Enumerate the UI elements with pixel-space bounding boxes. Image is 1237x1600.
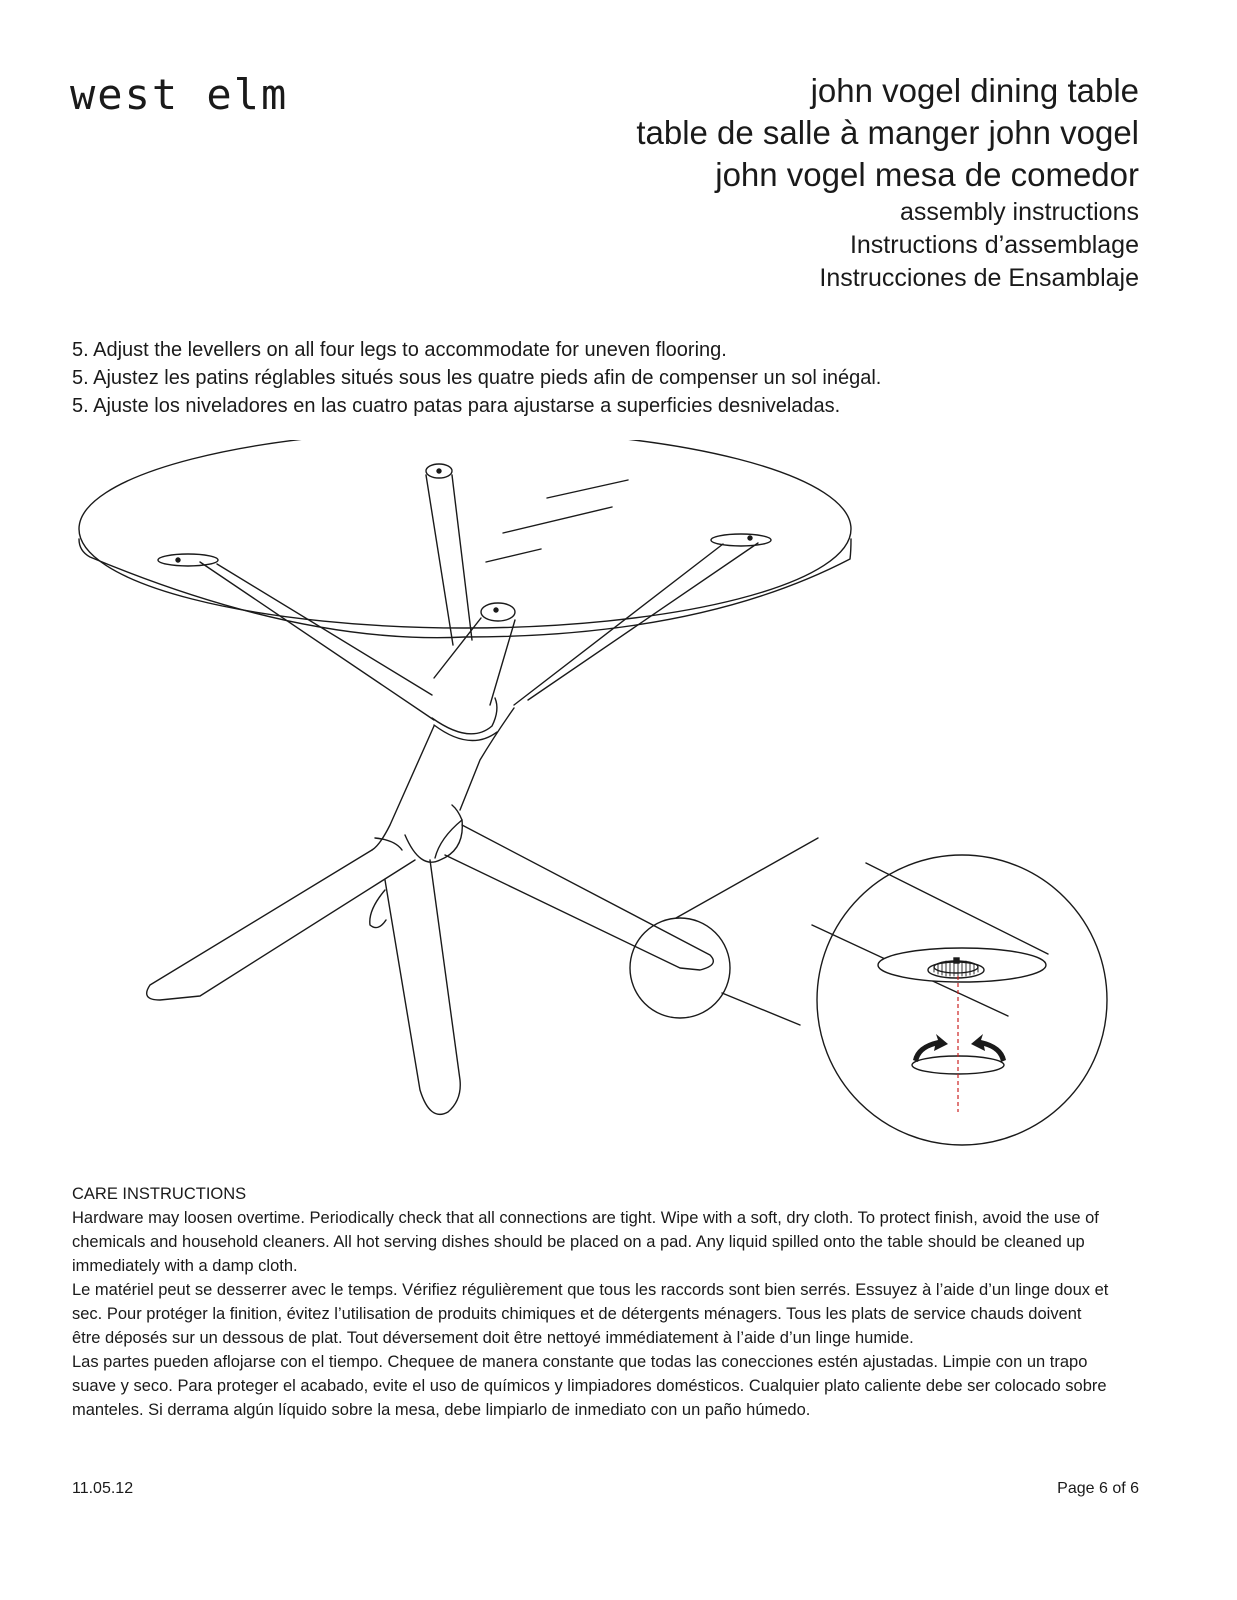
step-5-instructions [72, 336, 881, 420]
step-text-fr: 5. Ajustez les patins réglables situés sous les quatre pieds afin de compenser un sol inégal. [72, 367, 882, 389]
subtitle-es: Instrucciones de Ensamblaje [819, 264, 1139, 292]
care-text-fr: Le matériel peut se desserrer avec le temps. Vérifiez régulièrement que tous les raccords sont bien serrés. Essuyez à l’aide d’un linge doux et sec. Pour protéger la finition, évitez l’utilisation de produits chimiques et de détergents ménagers. Tous les plats de service chauds doivent être déposés sur un dessous de plat. Tout déversement doit être nettoyé immédiatement à l’aide d’un linge humide. [72, 1281, 1109, 1347]
title-es: john vogel mesa de comedor [715, 156, 1139, 193]
care-heading: CARE INSTRUCTIONS [72, 1185, 247, 1203]
assembly-diagram [0, 440, 1237, 1160]
document-date: 11.05.12 [72, 1480, 134, 1497]
brand-logo: west elm [70, 70, 289, 119]
care-instructions [72, 1182, 1112, 1422]
document-title-block [636, 70, 1139, 295]
care-text-en: Hardware may loosen overtime. Periodically check that all connections are tight. Wipe with a soft, dry cloth. To protect finish, avoid the use of chemicals and household cleaners. All hot serving dishes should be placed on a pad. Any liquid spilled onto the table should be cleaned up immediately with a damp cloth. [72, 1209, 1099, 1275]
subtitle-en: assembly instructions [900, 198, 1139, 226]
page-number: Page 6 of 6 [1057, 1480, 1139, 1497]
step-text-es: 5. Ajuste los niveladores en las cuatro patas para ajustarse a superficies desniveladas. [72, 395, 841, 417]
subtitle-fr: Instructions d’assemblage [849, 231, 1139, 259]
title-en: john vogel dining table [810, 72, 1139, 109]
leveller-detail-icon [630, 838, 1107, 1145]
title-fr: table de salle à manger john vogel [636, 114, 1139, 151]
care-text-es: Las partes pueden aflojarse con el tiempo. Chequee de manera constante que todas las conecciones estén ajustadas. Limpie con un trapo suave y seco. Para proteger el acabado, evite el uso de químicos y limpiadores domésticos. Cualquier plato caliente debe ser colocado sobre manteles. Si derrama algún líquido sobre la mesa, debe limpiarlo de inmediato con un paño húmedo. [72, 1353, 1107, 1419]
step-text-en: 5. Adjust the levellers on all four legs to accommodate for uneven flooring. [72, 339, 727, 361]
table-illustration-icon [79, 440, 851, 1114]
